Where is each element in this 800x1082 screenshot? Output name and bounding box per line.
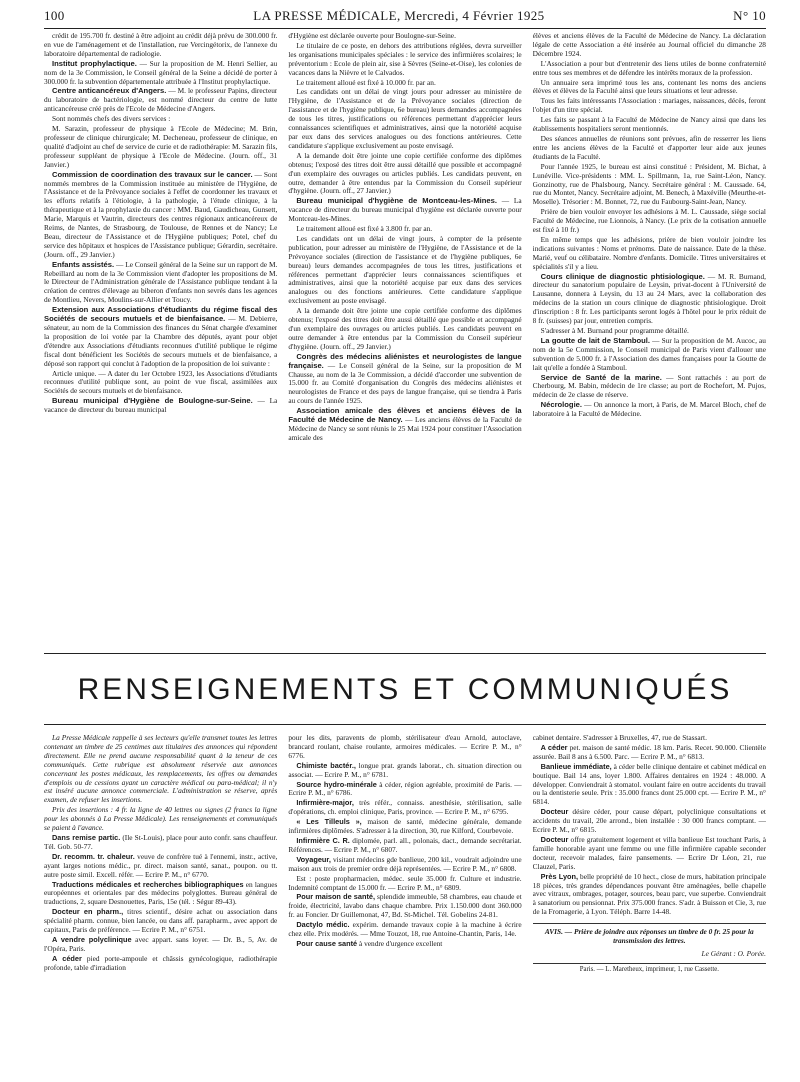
paragraph [288,152,521,197]
classified-ad [533,836,766,872]
paragraph [288,88,521,150]
paragraph-text: A la demande doit être jointe une copie certifiée conforme des diplômes obtenus; l'exposé des titres doit être aussi détaillé que possible et accompagné d'un exemplaire des ouvrages ou articles publiés. Les candidats peuvent en outre demander à être entendus par la Commission du Conseil supérieur d'hygiène. (Journ. off., 29 Janvier.) [288,306,522,351]
news-heading: La goutte de lait de Stamboul. [540,335,651,345]
paragraph [533,79,766,97]
ad-heading: Docteur [540,834,569,844]
news-heading: Cours clinique de diagnostic phtisiologique. [540,271,705,281]
paragraph-text: Un annuaire sera imprimé tous les ans, contenant les noms des anciens élèves et élèves de la Faculté ainsi que leurs situations et leur adresse. [532,77,766,96]
ad-text: belle propriété de 10 hect., close de murs, habitation principale 18 pièces, très grandes dépendances pouvant être aménagées, belle chapelle avec vitraux, ombrages, potager, sources, beau parc, vue superbe. Conviendrait à sanatorium ou pensionnat. Prix 375.000 francs. S'adr. à Buisson et Cie, 3, rue de la Fromagerie, à Lyon. Téléph. Barre 14-48. [532,871,766,917]
news-item [288,197,521,224]
classified-ad [288,762,521,780]
journal-title: LA PRESSE MÉDICALE, Mercredi, 4 Février 1925 [253,8,545,23]
paragraph-text: A la demande doit être jointe une copie certifiée conforme des diplômes obtenus; l'exposé des titres doit être aussi détaillé que possible et accompagné d'un exemplaire des ouvrages ou articles publiés. Les candidats peuvent, en outre, demander à être entendus par la Commission du Conseil supérieur d'hygiène. (Journ. off., 27 Janvier.) [288,150,522,196]
paragraph [288,225,521,234]
classified-ad [288,799,521,817]
classified-ad [533,744,766,762]
ad-text: à céder, région agréable, proximité de Paris. — Ecrire P. M., n° 6786. [288,779,522,798]
ad-heading: Docteur en pharm., [52,907,124,917]
paragraph [533,116,766,134]
ad-text: veuve de confrère tué à l'ennemi, instr., active, ayant larges notions médic., pr. direct. maison santé, sanat., poupon. ou tt. autre poste simil. Excell. référ. — Ecrire P. M., n° 6770. [44,851,278,879]
news-text: — La vacance de directeur du bureau municipal d'hygiène est déclarée ouverte pour Montceau-les-Mines. [288,196,522,224]
paragraph-text: Le traitement alloué est fixé à 3.800 fr. par an. [296,224,433,234]
notice-paragraph [44,806,277,833]
news-text: — Sont rattachés : au port de Cherbourg, M. Babin, médecin de 1re classe; au port de Rochefort, M. Pujos, médecin de 2e classe de réserve. [532,372,766,400]
paragraph-text: L'Association a pour but d'entretenir des liens utiles de bonne confraternité entre tous ses membres et de défendre les intérêts moraux de la profession. [532,58,766,77]
paragraph [44,125,277,170]
imprimeur-line: Paris. — L. Maretheux, imprimeur, 1, rue Cassette. [533,963,766,975]
classified-ad [288,893,521,920]
paragraph [288,42,521,78]
classified-ad [288,856,521,874]
classified-ad [288,734,521,761]
news-item [288,407,521,443]
ad-heading: Infirmière-major, [296,798,354,808]
ad-heading: « Les Tilleuls », [296,817,362,827]
ad-text: très référ., connaiss. anesthésie, stérilisation, salle d'opérations, ch. emploi clinique, Paris, province. — Ecrire P. M., n° 6795. [288,798,522,817]
issue-number: N° 10 [733,8,766,23]
news-heading: Institut prophylactique. [52,58,137,68]
paragraph [533,208,766,235]
classified-ad [44,853,277,880]
classified-ad [288,818,521,836]
ad-text: maison de santé, médecine générale, demande infirmières diplômées. S'adresser à la direction, 30, rue Kilford, Courbevoie. [288,817,522,836]
news-text: — Le Conseil général de la Seine, sur la proposition de M Chausse, au nom de la 3e Commission, a décidé d'accorder une subvention de 15.000 fr. au Comité d'organisation du Congrès des médecins aliénistes et neurologistes de France et des pays de langue française, qui se tiendra à Paris au cours de l'année 1925. [288,360,522,406]
notice-text: La Presse Médicale rappelle à ses lecteurs qu'elle transmet toutes les lettres contenant un timbre de 25 centimes aux titulaires des annonces qui répondent directement. Elle ne prend aucune responsabilité quant à la teneur de ces communiqués. Cette rubrique est absolument réservée aux annonces concernant les postes médicaux, les remplacements, les offres ou demandes d'emplois ou de cessions ayant un caractère médical ou para-médical; il n'y est inséré aucune annonce commerciale. L'administration se réserve, après examen, de refuser les insertions. [44,734,278,805]
ad-heading: Traductions médicales et recherches bibliographiques [52,879,244,889]
paragraph-text: Les faits se passant à la Faculté de Médecine de Nancy ainsi que dans les établissements hospitaliers seront mentionnés. [532,115,766,134]
paragraph [533,32,766,59]
news-item [533,374,766,401]
ad-text: (Ile St-Louis), place pour auto confr. sans chauffeur. Tél. Gob. 50-77. [44,832,278,851]
news-item [533,337,766,373]
news-heading: Enfants assistés. [52,259,115,269]
paragraph [533,135,766,162]
ad-heading: A céder [52,953,82,963]
news-text: — M. le professeur Papins, directeur du laboratoire de bactériologie, est nommé directeur du centre de lutte anticancéreuse créé près de l'Ecole de Médecine d'Angers. [44,86,278,114]
ad-text: titres scientif., désire achat ou association dans spécialité pharm. connue, bien lancée, ou dans aff. parapharm., avec apport de capitaux, Paris de préférence. — Ecrire P. M., n° 6751. [44,907,278,935]
ad-heading: Dactylo médic. [296,920,350,930]
paragraph-text: Prière de bien vouloir envoyer les adhésions à M. L. Caussade, siège social Faculté de Médecine, rue Lionnois, à Nancy. (Le prix de la cotisation annuelle est fixé à 10 fr.) [532,207,766,235]
paragraph [44,32,277,59]
avis-notice: AVIS. — Prière de joindre aux réponses un timbre de 0 fr. 25 pour la transmission des lettres. [533,923,766,946]
notice-text: Prix des insertions : 4 fr. la ligne de 40 lettres ou signes (2 francs la ligne pour les abonnés à La Presse Médicale). Les renseignements et communiqués se paient à l'avance. [44,805,278,833]
news-item [44,171,277,260]
ad-text: pied porte-ampoule et châssis gynécologique, radiothérapie profonde, table d'irradiation [44,953,278,972]
ad-heading: Près Lyon, [540,871,579,881]
news-item [44,87,277,114]
ad-heading: Pour cause santé [296,938,358,948]
paragraph-text: crédit de 195.700 fr. destiné à être adjoint au crédit déjà prévu de 300.000 fr. en vue de l'aménagement et de l'installation, rue Vercingétorix, de l'annexe du laboratoire départemental de radiologie. [44,32,278,58]
paragraph [288,32,521,41]
news-heading: Bureau municipal d'hygiène de Montceau-les-Mines. [296,196,497,206]
news-heading: Commission de coordination des travaux sur le cancer. [52,169,253,179]
paragraph [533,97,766,115]
notice-paragraph [44,734,277,805]
ad-text: expérim. demande travaux copie à la machine à écrire chez elle. Prix modérés. — Mme Touzot, 18, rue Antoine-Chantin, Paris, 14e. [288,920,522,939]
news-item [44,261,277,306]
paragraph-text: Le traitement alloué est fixé à 10.000 fr. par an. [296,77,436,87]
news-text: — Sur la proposition de M. Aucoc, au nom de la 5e Commission, le Conseil municipal de Paris vient d'allouer une subvention de 5.000 fr. à l'Association des dames françaises pour la Goutte de lait qu'elle a fondée à Stamboul. [532,335,766,372]
paragraph [44,370,277,397]
news-text: — M. Debierre, sénateur, au nom de la Commission des finances du Sénat chargée d'examiner la proposition de loi votée par la Chambre des députés, ayant pour objet d'étendre aux Associations d'étudiants reconnues d'utilité publique le régime fiscal dont bénéficient les Sociétés de secours mutuels et de bienfaisance, a déposé son rapport qui conclut à l'adoption de la proposition de loi suivante : [44,314,278,368]
paragraph [288,235,521,306]
news-text: — La vacance de directeur du bureau municipal [44,396,278,415]
ad-text: avec appart. sans loyer. — Dr. B., 5, Av. de l'Opéra, Paris. [44,934,278,953]
news-heading: Congrès des médecins aliénistes et neurologistes de langue française. [288,351,522,370]
classifieds-column-3 [533,734,766,1036]
paragraph-text: Tous les faits intéressants l'Association : mariages, naissances, décès, feront l'objet d'un titre spécial. [532,96,766,115]
ad-text: visitant médecins gde banlieue, 200 kil., voudrait adjoindre une maison aux trois de premier ordre déjà représentées. — Ecrire P. M., n° 6808. [288,854,522,873]
paragraph-text: S'adresser à M. Burnand pour programme détaillé. [540,326,689,335]
section-divider-top [44,653,766,654]
news-text: — On annonce la mort, à Paris, de M. Marcel Bloch, chef de laboratoire à la Faculté de Médecine. [532,400,766,419]
news-item [44,306,277,368]
news-heading: Service de Santé de la marine. [540,372,662,382]
news-text: — M. R. Burnand, directeur du sanatorium populaire de Leysin, privat-docent à l'Université de Lausanne, donnera à Leysin, du 13 au 24 Mars, avec la collaboration des médecins de la station un cours clinique de diagnostic phtisiologique. Droit d'inscription : 8 fr. Les participants seront logés à l'hôtel pour le prix réduit de 8 fr. (suisses) par jour, entretien compris. [532,271,766,326]
ad-text: pour les dits, paravents de plomb, stérilisateur d'eau Arnold, autoclave, brancard roulant, chaise roulante, armoires médicales. — Ecrire P. M., n° 6776. [288,734,522,760]
classified-ad [44,834,277,852]
ad-text: offre gratuitement logement et villa banlieue Est touchant Paris, à famille honorable ayant une femme ou une fille infirmière capable seconder docteur, recevoir malades, faire pansements. — Ecrire Dr Léon, 21, rue Clauzel, Paris. [532,834,766,871]
paragraph-text: Les candidats ont un délai de vingt jours pour adresser au ministère de l'Hygiène, de l'Assistance et de la Prévoyance sociales (direction de l'assistance et de l'hygiène publique, 6e bureau) leurs demandes accompagnées de tous les titres, justifications ou références permettant d'apprécier leurs connaissances scientifiques et administratives, ainsi que la notoriété acquise par eux dans des services analogues ou des fonctions antérieures. Cette candidature s'applique exclusivement au poste envisagé. [288,87,522,150]
classified-ad [288,940,521,949]
ad-text: désire céder, pour cause départ, polyclinique consultations et accidents du travail, 20e arrond., bien installée : 30 000 francs comptant. — Ecrire P. M., n° 6815. [532,807,766,835]
news-item [44,397,277,415]
page-header [44,4,766,29]
news-text: — Sur la proposition de M. Henri Sellier, au nom de la 3e Commission, le Conseil général de la Seine a décidé de porter à 300.000 fr. la subvention départementale attribuée à l'Institut prophylactique. [44,58,278,86]
news-heading: Association amicale des élèves et anciens élèves de la Faculté de Médecine de Nancy. [288,406,522,425]
news-item [44,60,277,87]
paragraph-text: Les candidats ont un délai de vingt jours, à compter de la présente publication, pour adresser au ministère de l'Hygiène, de l'Assistance et de la Prévoyance sociales (direction de l'assistance et de l'hygiène publiques, 6e bureau) leurs demandes accompagnées de tous les titres, justifications et références permettant d'apprécier leurs connaissances scientifiques et administratives, ainsi que la notoriété acquise par eux dans des services analogues ou des fonctions antérieures. Cette candidature s'applique exclusivement au poste envisagé. [288,233,522,306]
ad-heading: Dans remise partic. [52,832,121,842]
news-column-3 [533,32,766,648]
paragraph-text: Des séances annuelles de réunions sont prévues, afin de resserrer les liens entre les anciens élèves de la Faculté et d'apporter leur aide aux jeunes étudiants de la Faculté. [532,133,766,161]
news-heading: Centre anticancéreux d'Angers. [52,86,167,96]
classified-ad [288,781,521,799]
paragraph [533,327,766,336]
ad-text: longue prat. grands laborat., ch. situation direction ou associat. — Ecrire P. M., n° 6781. [288,760,522,779]
news-column-2 [288,32,521,648]
news-column-1 [44,32,277,648]
ad-heading: A vendre polyclinique [52,934,132,944]
ad-text: à céder belle clinique dentaire et cabinet médical en boutique. Bail 14 ans, loyer 1.800. Affaires dentaires en 1924 : 48.000. A développer. Conviendrait à stomatol. voulant faire en outre accidents du travail ou la dentisterie seule. Prix : 35.000 francs dont 25.000 cpt. — Ecrire P. M., n° 6814. [532,761,766,807]
page-number: 100 [44,8,65,23]
news-item [533,401,766,419]
paragraph-text: Article unique. — A dater du 1er Octobre 1923, les Associations d'étudiants reconnues d'utilité publique sont, au point de vue fiscal, assimilées aux Sociétés de secours mutuels et de bienfaisance. [44,368,278,396]
classifieds-columns [44,734,766,1036]
classified-ad [44,955,277,973]
ad-text: à vendre d'urgence excellent [357,938,443,948]
ad-text: en langues européennes et orientales par des médecins polyglottes. Bureau général de traductions, 2, square Desnouettes, Paris, 15e (tél. : Ségur 89-43). [44,879,278,907]
ad-heading: Chimiste bactér., [296,760,356,770]
classified-ad [533,734,766,743]
ad-text: Est : poste propharmacien, médec. seule 35.000 fr. Culture et industrie. Indemnité comptant de 15.000 fr. — Ecrire P. M., n° 6809. [288,873,522,892]
news-columns [44,32,766,648]
classified-ad [44,908,277,935]
classifieds-column-2 [288,734,521,1036]
ad-text: pet. maison de santé médic. 18 km. Paris. Recet. 90.000. Clientèle assurée. Bail 8 ans à 6.500. Parc. — Ecrire P. M., n° 6813. [532,742,766,761]
classified-ad [533,808,766,835]
paragraph-text: Le titulaire de ce poste, en dehors des attributions réglées, devra surveiller les organisations municipales spéciales : le service des infirmières scolaires; le préventorium : Ecole de plein air, sise à Sèvres (Seine-et-Oise), les colonies de vacances dans la Nièvre et le Calvados. [288,40,522,77]
news-text: — Les anciens élèves de la Faculté de Médecine de Nancy se sont réunis le 25 Mai 1924 pour constituer l'Association amicale des [288,415,522,442]
paragraph [44,115,277,124]
classified-ad [533,873,766,918]
classified-ad [44,881,277,908]
paragraph-text: d'Hygiène est déclarée ouverte pour Boulogne-sur-Seine. [288,32,456,40]
paragraph-text: En même temps que les adhésions, prière de bien vouloir joindre les indications suivantes : Noms et prénoms. Date de naissance. Date de la thèse. Marié, veuf ou célibataire. Nombre d'enfants. Domicile. Titres universitaires et spécialités s'il y a lieu. [532,234,766,271]
news-heading: Nécrologie. [540,400,583,410]
section-divider-bottom [44,724,766,725]
classified-ad [288,921,521,939]
section-title: RENSEIGNEMENTS ET COMMUNIQUÉS [77,673,733,706]
ad-heading: Pour maison de santé, [296,892,376,902]
news-text: — Le Conseil général de la Seine sur un rapport de M. Rebeillard au nom de la 3e Commission vient d'adopter les propositions de M. le Directeur de l'Administration générale de l'Assistance publique tendant à la création de centres d'élevage au biberon d'enfants non sevrés dans les agences de Montlieu, Nevers, Moulins-sur-Allier et Toucy. [44,259,278,305]
news-heading: Bureau municipal d'Hygiène de Boulogne-sur-Seine. [52,396,253,406]
news-item [533,273,766,326]
classifieds-column-1 [44,734,277,1036]
paragraph-text: Pour l'année 1925, le bureau est ainsi constitué : Président, M. Bichat, à Lunéville. Vice-présidents : MM. L. Spillmann, 1a, rue Saint-Léon, Nancy. Gonzinotty, rue de Phalsbourg, Nancy. Secrétaire général : M. Caussade. 64, rue du Montet, Nancy. Secrétaire adjoint, M. Benech, à Maxéville (Meurthe-et-Moselle). Trésorier : M. Bonnet, 72, rue du Faubourg-Saint-Jean, Nancy. [532,161,766,207]
paragraph-text: Sont nommés chefs des divers services : [52,114,171,124]
ad-text: cabinet dentaire. S'adresser à Bruxelles, 47, rue de Stassart. [532,734,707,742]
ad-heading: Banlieue immédiate, [540,761,612,771]
paragraph [288,307,521,352]
classified-ad [533,763,766,808]
ad-heading: Infirmière C. R. [296,835,350,845]
paragraph-text: élèves et anciens élèves de la Faculté de Médecine de Nancy. La déclaration légale de cette Association a été insérée au Journal officiel du dimanche 28 Décembre 1924. [532,32,766,58]
paragraph [533,60,766,78]
paragraph [288,79,521,88]
paragraph-text: M. Sarazin, professeur de physique à l'Ecole de Médecine; M. Brin, professeur de clinique chirurgicale; M. Decheneau, professeur de clinique, en qualité d'adjoint au chef de service de curie et de radiothérapie: M. Sarazin fils, professeur suppléant de physique à l'Ecole de Médecine. (Journ. off., 31 Janvier.) [44,124,278,169]
ad-text: splendide immeuble, 58 chambres, eau chaude et froide, électricité, lavabo dans chaque chambre. Prix 1.150.000 dont 360.000 fr. au Foncier. Dr Guillemonat, 47, Bd. St-Michel. Tél. Gobelins 24-81. [288,892,522,920]
news-item [288,353,521,406]
gerant-signature: Le Gérant : O. Porée. [701,948,766,958]
classified-ad [44,936,277,954]
paragraph [533,163,766,208]
ad-heading: Docteur [540,807,569,817]
ad-heading: Source hydro-minérale [296,779,377,789]
ad-heading: Dr. recomm. tr. chaleur. [52,851,135,861]
news-text: — Sont nommés membres de la Commission instituée au ministère de l'Hygiène, de l'Assistance et de la Prévoyance sociales à l'effet de coordonner les travaux et les efforts relatifs à l'étiologie, à la pathologie, à l'étude clinique, à la thérapeutique et à la prophylaxie du cancer : MM. Baud, Gaudicheau, Gunsett, Marie, Marquis et Vautrin, directeurs des centres régionaux anticancéreux de Reims, de Nantes, de Strasbourg, de Toulouse, de Rennes et de Nancy; Le Beau, directeur de l'Assistance et de l'Hygiène publiques; Potel, chef du service des hôpitaux et hospices de l'Assistance publique; Gérardin, secrétaire. (Journ. off., 29 Janvier.) [44,169,278,259]
ad-heading: Voyageur, [296,854,331,864]
classified-ad [288,837,521,855]
paragraph [533,236,766,272]
classified-ad [288,875,521,893]
ad-heading: A céder [540,742,568,752]
ad-text: diplomée, parl. all., polonais, dact., demande secrétariat. Références. — Ecrire P. M., n° 6807. [288,835,522,854]
news-heading: Extension aux Associations d'étudiants du régime fiscal des Sociétés de secours mutuels et de bienfaisance. [44,305,278,324]
